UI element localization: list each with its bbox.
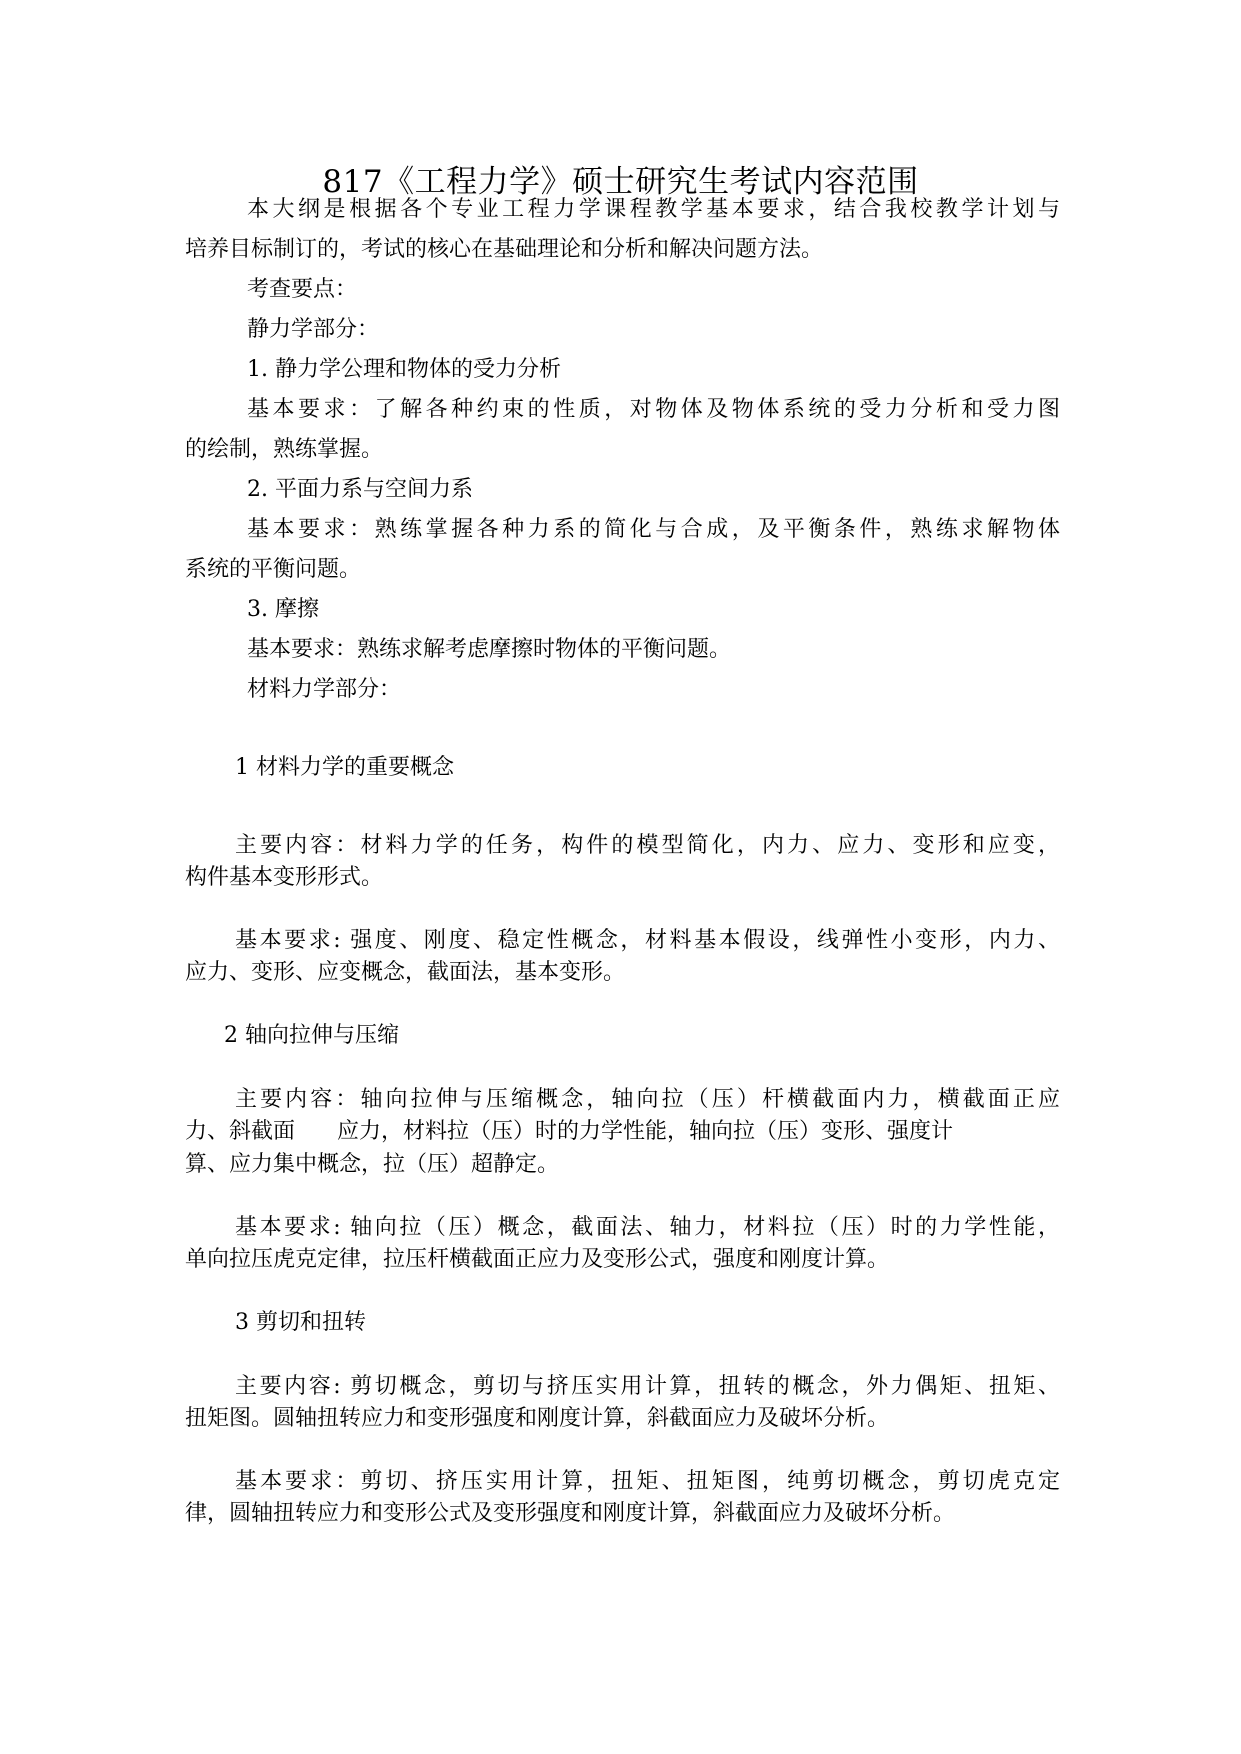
materials-section-1-content-line-2: 构件基本变形形式。 <box>185 865 384 890</box>
intro-line-1: 本大纲是根据各个专业工程力学课程教学基本要求，结合我校教学计划与 <box>247 197 1060 222</box>
materials-section-3-req-line-1: 基本要求：剪切、挤压实用计算，扭矩、扭矩图，纯剪切概念，剪切虎克定 <box>235 1469 1060 1494</box>
document-title: 817《工程力学》硕士研究生考试内容范围 <box>322 164 919 200</box>
statics-item-1-req-line-1: 基本要求：了解各种约束的性质，对物体及物体系统的受力分析和受力图 <box>247 397 1060 422</box>
key-points-label: 考查要点： <box>247 277 358 302</box>
materials-section-2-title: 2 轴向拉伸与压缩 <box>224 1023 399 1048</box>
materials-section-2-content-line-2-part-a: 力、斜截面 <box>185 1119 296 1144</box>
statics-item-3-req-line-1: 基本要求：熟练求解考虑摩擦时物体的平衡问题。 <box>247 637 732 662</box>
materials-section-1-content-line-1: 主要内容：材料力学的任务，构件的模型简化，内力、应力、变形和应变， <box>235 833 1060 858</box>
statics-item-2-req-line-2: 系统的平衡问题。 <box>185 557 362 582</box>
materials-section-2-req-line-1: 基本要求: 轴向拉（压）概念，截面法、轴力，材料拉（压）时的力学性能， <box>235 1215 1060 1240</box>
statics-item-3-title: 3. 摩擦 <box>247 597 319 622</box>
intro-line-2: 培养目标制订的，考试的核心在基础理论和分析和解决问题方法。 <box>185 237 824 262</box>
materials-section-3-content-line-1: 主要内容: 剪切概念，剪切与挤压实用计算，扭转的概念，外力偶矩、扭矩、 <box>235 1374 1060 1399</box>
materials-section-2-req-line-2: 单向拉压虎克定律，拉压杆横截面正应力及变形公式，强度和刚度计算。 <box>185 1247 890 1272</box>
materials-section-1-req-line-2: 应力、变形、应变概念，截面法，基本变形。 <box>185 960 626 985</box>
materials-section-2-content-line-2 <box>185 1117 953 1147</box>
materials-section-3-content-line-2: 扭矩图。圆轴扭转应力和变形强度和刚度计算，斜截面应力及破坏分析。 <box>185 1406 890 1431</box>
statics-heading: 静力学部分： <box>247 317 380 342</box>
materials-section-2-content-line-1: 主要内容：轴向拉伸与压缩概念，轴向拉（压）杆横截面内力，横截面正应 <box>235 1087 1060 1112</box>
materials-section-1-req-line-1: 基本要求: 强度、刚度、稳定性概念，材料基本假设，线弹性小变形，内力、 <box>235 928 1060 953</box>
statics-item-1-req-line-2: 的绘制，熟练掌握。 <box>185 437 384 462</box>
statics-item-2-title: 2. 平面力系与空间力系 <box>247 477 473 502</box>
statics-item-1-title: 1. 静力学公理和物体的受力分析 <box>247 357 561 382</box>
materials-section-2-content-line-2-part-b: 应力，材料拉（压）时的力学性能，轴向拉（压）变形、强度计 <box>337 1119 954 1144</box>
materials-section-1-title: 1 材料力学的重要概念 <box>235 755 454 780</box>
materials-section-2-content-line-3: 算、应力集中概念，拉（压）超静定。 <box>185 1152 560 1177</box>
materials-section-3-title: 3 剪切和扭转 <box>235 1310 366 1335</box>
statics-item-2-req-line-1: 基本要求：熟练掌握各种力系的简化与合成，及平衡条件，熟练求解物体 <box>247 517 1060 542</box>
materials-section-3-req-line-2: 律，圆轴扭转应力和变形公式及变形强度和刚度计算，斜截面应力及破坏分析。 <box>185 1501 956 1526</box>
materials-heading: 材料力学部分： <box>247 677 402 702</box>
